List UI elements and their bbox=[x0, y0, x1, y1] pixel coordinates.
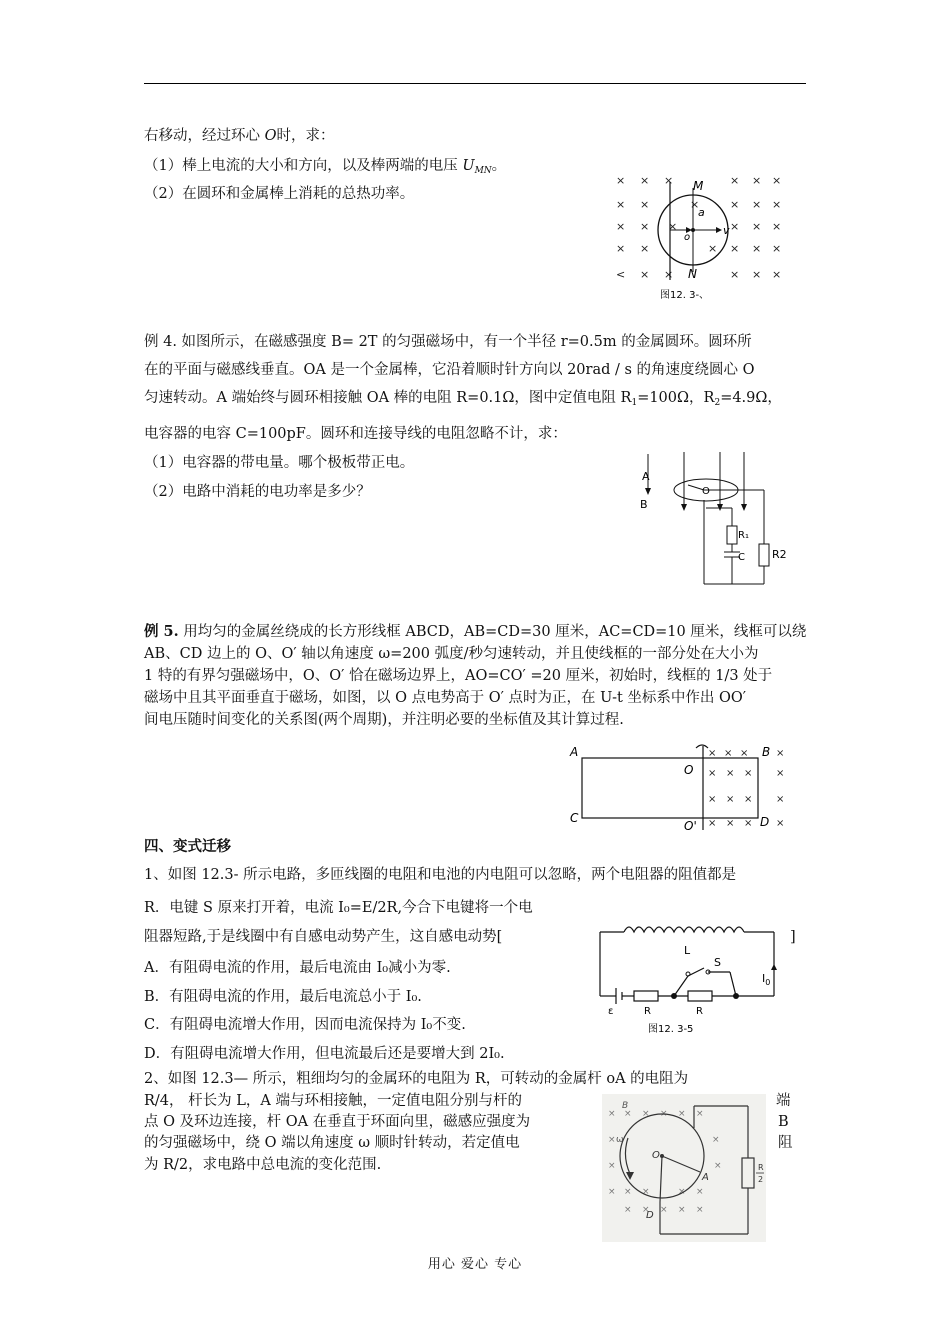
svg-text:×: × bbox=[744, 768, 753, 779]
ex4-line1: 例 4. 如图所示，在磁感强度 B= 2T 的匀强磁场中，有一个半径 r=0.5m 的金属圆环。圆环所 bbox=[144, 334, 752, 350]
svg-text:×: × bbox=[772, 242, 782, 255]
label-o: o bbox=[684, 232, 691, 243]
svg-text:×: × bbox=[696, 1205, 704, 1215]
svg-text:×: × bbox=[642, 1187, 650, 1197]
svg-text:×: × bbox=[772, 174, 782, 187]
svg-text:×: × bbox=[664, 268, 674, 281]
label-A: A bbox=[570, 745, 579, 759]
section-heading: 四、变式迁移 bbox=[144, 838, 231, 855]
svg-text:×: × bbox=[640, 198, 650, 211]
label-L: L bbox=[684, 944, 691, 957]
ring-field-figure bbox=[606, 168, 790, 304]
svg-text:×: × bbox=[708, 242, 718, 255]
svg-text:×: × bbox=[724, 748, 733, 759]
ex5-line3: 1 特的有界匀强磁场中，O、O′ 恰在磁场边界上，AO=CO′ =20 厘米，初始时，线框的 1/3 处于 bbox=[144, 668, 773, 684]
svg-text:×: × bbox=[714, 1161, 722, 1171]
label-R1: R₁ bbox=[738, 530, 749, 541]
answer-bracket: ] bbox=[790, 929, 796, 945]
svg-text:×: × bbox=[708, 748, 717, 759]
svg-text:×: × bbox=[616, 220, 626, 233]
problem-line: 右移动，经过环心 O时，求： bbox=[144, 128, 335, 144]
label-C: C bbox=[738, 552, 745, 563]
option-B: B．有阻碍电流的作用，最后电流总小于 I₀. bbox=[144, 989, 422, 1005]
ex5-line4: 磁场中且其平面垂直于磁场，如图，以 O 点电势高于 O′ 点时为正，在 U-t 坐标系中作出 OO′ bbox=[144, 690, 747, 706]
svg-text:×: × bbox=[726, 818, 735, 829]
label-A: A bbox=[702, 1172, 709, 1183]
svg-text:×: × bbox=[708, 768, 717, 779]
label-C: C bbox=[570, 811, 579, 825]
svg-text:×: × bbox=[776, 818, 785, 829]
ex4-question-2: （2）电路中消耗的电功率是多少？ bbox=[144, 484, 371, 500]
item2-line4-end: 阻 bbox=[778, 1135, 793, 1151]
svg-text:×: × bbox=[608, 1135, 616, 1145]
svg-text:×: × bbox=[616, 198, 626, 211]
svg-text:×: × bbox=[678, 1187, 686, 1197]
label-a: a bbox=[698, 206, 705, 219]
svg-text:×: × bbox=[708, 794, 717, 805]
svg-text:×: × bbox=[696, 1109, 704, 1119]
svg-text:×: × bbox=[640, 220, 650, 233]
option-D: D．有阻碍电流增大作用，但电流最后还是要增大到 2I₀. bbox=[144, 1046, 505, 1062]
svg-text:×: × bbox=[776, 794, 785, 805]
svg-text:×: × bbox=[624, 1187, 632, 1197]
question-1: （1）棒上电流的大小和方向，以及棒两端的电压 $U_{MN}$。 bbox=[144, 158, 507, 176]
svg-text:<: < bbox=[616, 268, 626, 281]
ex5-line5: 间电压随时间变化的关系图(两个周期)，并注明必要的坐标值及其计算过程. bbox=[144, 712, 624, 728]
svg-text:×: × bbox=[744, 794, 753, 805]
label-D: D bbox=[646, 1210, 654, 1221]
svg-text:×: × bbox=[752, 268, 762, 281]
label-R-first: R bbox=[644, 1006, 651, 1017]
ex4-question-1: （1）电容器的带电量。哪个极板带正电。 bbox=[144, 455, 415, 471]
option-C: C．有阻碍电流增大作用，因而电流保持为 I₀不变. bbox=[144, 1017, 466, 1033]
label-O: O bbox=[652, 1150, 660, 1161]
svg-text:×: × bbox=[712, 1135, 720, 1145]
svg-text:×: × bbox=[730, 220, 740, 233]
svg-text:×: × bbox=[776, 768, 785, 779]
option-A: A．有阻碍电流的作用，最后电流由 I₀减小为零. bbox=[144, 960, 451, 976]
svg-text:×: × bbox=[678, 1109, 686, 1119]
label-R-second: R bbox=[696, 1006, 703, 1017]
label-R: R bbox=[758, 1163, 764, 1172]
label-A: A bbox=[642, 470, 650, 483]
item2-line2-end: 端 bbox=[776, 1093, 791, 1109]
svg-text:×: × bbox=[708, 818, 717, 829]
item2-line3: 点 O 及环边连接，杆 OA 在垂直于环面向里，磁感应强度为 bbox=[144, 1114, 531, 1130]
svg-text:×: × bbox=[640, 174, 650, 187]
svg-text:×: × bbox=[772, 220, 782, 233]
svg-text:×: × bbox=[730, 174, 740, 187]
figure-caption: 图12. 3-、 bbox=[660, 290, 710, 301]
svg-text:×: × bbox=[752, 174, 762, 187]
page-footer: 用心 爱心 专心 bbox=[427, 1257, 523, 1272]
svg-text:×: × bbox=[776, 748, 785, 759]
rotating-rod-circuit-figure bbox=[634, 448, 794, 590]
svg-text:×: × bbox=[642, 1205, 650, 1215]
label-M: M bbox=[693, 179, 704, 193]
svg-text:×: × bbox=[668, 220, 678, 233]
svg-text:×: × bbox=[616, 242, 626, 255]
label-O: O bbox=[684, 763, 694, 777]
svg-text:×: × bbox=[726, 768, 735, 779]
ring-rod-figure bbox=[602, 1094, 766, 1242]
item2-line1: 2、如图 12.3— 所示，粗细均匀的金属环的电阻为 R，可转动的金属杆 oA 的电阻为 bbox=[144, 1071, 689, 1087]
svg-text:×: × bbox=[608, 1109, 616, 1119]
svg-text:×: × bbox=[624, 1205, 632, 1215]
svg-text:×: × bbox=[730, 198, 740, 211]
ex4-line2: 在的平面与磁感线垂直。OA 是一个金属棒，它沿着顺时针方向以 20rad / s 的角速度绕圆心 O bbox=[144, 362, 755, 378]
svg-text:×: × bbox=[660, 1109, 668, 1119]
label-O-prime: O' bbox=[684, 819, 697, 833]
svg-text:×: × bbox=[660, 1205, 668, 1215]
label-B: B bbox=[622, 1101, 629, 1111]
ex4-line3: 匀速转动。A 端始终与圆环相接触 OA 棒的电阻 R=0.1Ω，图中定值电阻 $R_1=100\Omega$，$R_2=4.9\Omega$， bbox=[144, 390, 782, 408]
header-rule bbox=[144, 83, 806, 84]
svg-text:×: × bbox=[640, 242, 650, 255]
ex5-line2: AB、CD 边上的 O、O′ 轴以角速度 ω=200 弧度/秒匀速转动，并且使线框的一部分处在大小为 bbox=[144, 646, 759, 662]
svg-text:×: × bbox=[730, 268, 740, 281]
svg-text:×: × bbox=[744, 818, 753, 829]
item1-line1: 1、如图 12.3- 所示电路，多匝线圈的电阻和电池的内电阻可以忽略，两个电阻器的阻值都是 bbox=[144, 867, 737, 883]
label-B: B bbox=[762, 745, 771, 759]
svg-text:×: × bbox=[752, 198, 762, 211]
svg-text:×: × bbox=[726, 794, 735, 805]
svg-text:×: × bbox=[664, 174, 674, 187]
label-O: O bbox=[702, 486, 710, 497]
question-2: （2）在圆环和金属棒上消耗的总热功率。 bbox=[144, 186, 415, 202]
label-R2: R2 bbox=[772, 548, 787, 561]
ex4-line4: 电容器的电容 C=100pF。圆环和连接导线的电阻忽略不计，求： bbox=[144, 426, 567, 442]
svg-text:×: × bbox=[752, 220, 762, 233]
item2-line5: 为 R/2，求电路中总电流的变化范围. bbox=[144, 1157, 382, 1173]
svg-text:×: × bbox=[642, 1109, 650, 1119]
svg-text:×: × bbox=[772, 268, 782, 281]
item1-line2: R．电键 S 原来打开着，电流 I₀=E/2R,今合下电键将一个电 bbox=[144, 900, 533, 916]
svg-text:×: × bbox=[624, 1109, 632, 1119]
svg-text:×: × bbox=[678, 1205, 686, 1215]
svg-text:×: × bbox=[772, 198, 782, 211]
label-emf: ε bbox=[608, 1006, 614, 1017]
svg-text:×: × bbox=[740, 748, 749, 759]
svg-text:×: × bbox=[696, 1187, 704, 1197]
label-v: v bbox=[723, 224, 730, 237]
rectangular-loop-figure bbox=[566, 740, 796, 834]
svg-text:×: × bbox=[640, 268, 650, 281]
svg-text:×: × bbox=[690, 198, 700, 211]
label-omega: ω bbox=[616, 1135, 624, 1145]
svg-text:×: × bbox=[752, 242, 762, 255]
label-two: 2 bbox=[758, 1175, 764, 1184]
ex5-line1: 例 5. 用均匀的金属丝绕成的长方形线框 ABCD，AB=CD=30 厘米，AC=CD=10 厘米，线框可以绕 bbox=[144, 623, 807, 640]
item2-line4: 的匀强磁场中，绕 O 端以角速度 ω 顺时针转动，若定值电 bbox=[144, 1135, 520, 1151]
label-D: D bbox=[760, 815, 770, 829]
label-S: S bbox=[714, 956, 721, 969]
coil-circuit-figure bbox=[592, 912, 788, 1038]
label-N: N bbox=[688, 267, 697, 281]
svg-text:×: × bbox=[616, 174, 626, 187]
item2-line2: R/4， 杆长为 L，A 端与环相接触，一定值电阻分别与杆的 bbox=[144, 1093, 522, 1109]
item2-line3-end: B bbox=[778, 1114, 789, 1130]
svg-text:×: × bbox=[608, 1187, 616, 1197]
svg-text:×: × bbox=[730, 242, 740, 255]
label-I0: $I_0$ bbox=[762, 972, 771, 987]
figure-caption: 图12. 3-5 bbox=[648, 1024, 694, 1035]
svg-text:×: × bbox=[608, 1161, 616, 1171]
label-B: B bbox=[640, 498, 648, 511]
item1-line3: 阻器短路,于是线圈中有自感电动势产生，这自感电动势[ bbox=[144, 929, 503, 945]
